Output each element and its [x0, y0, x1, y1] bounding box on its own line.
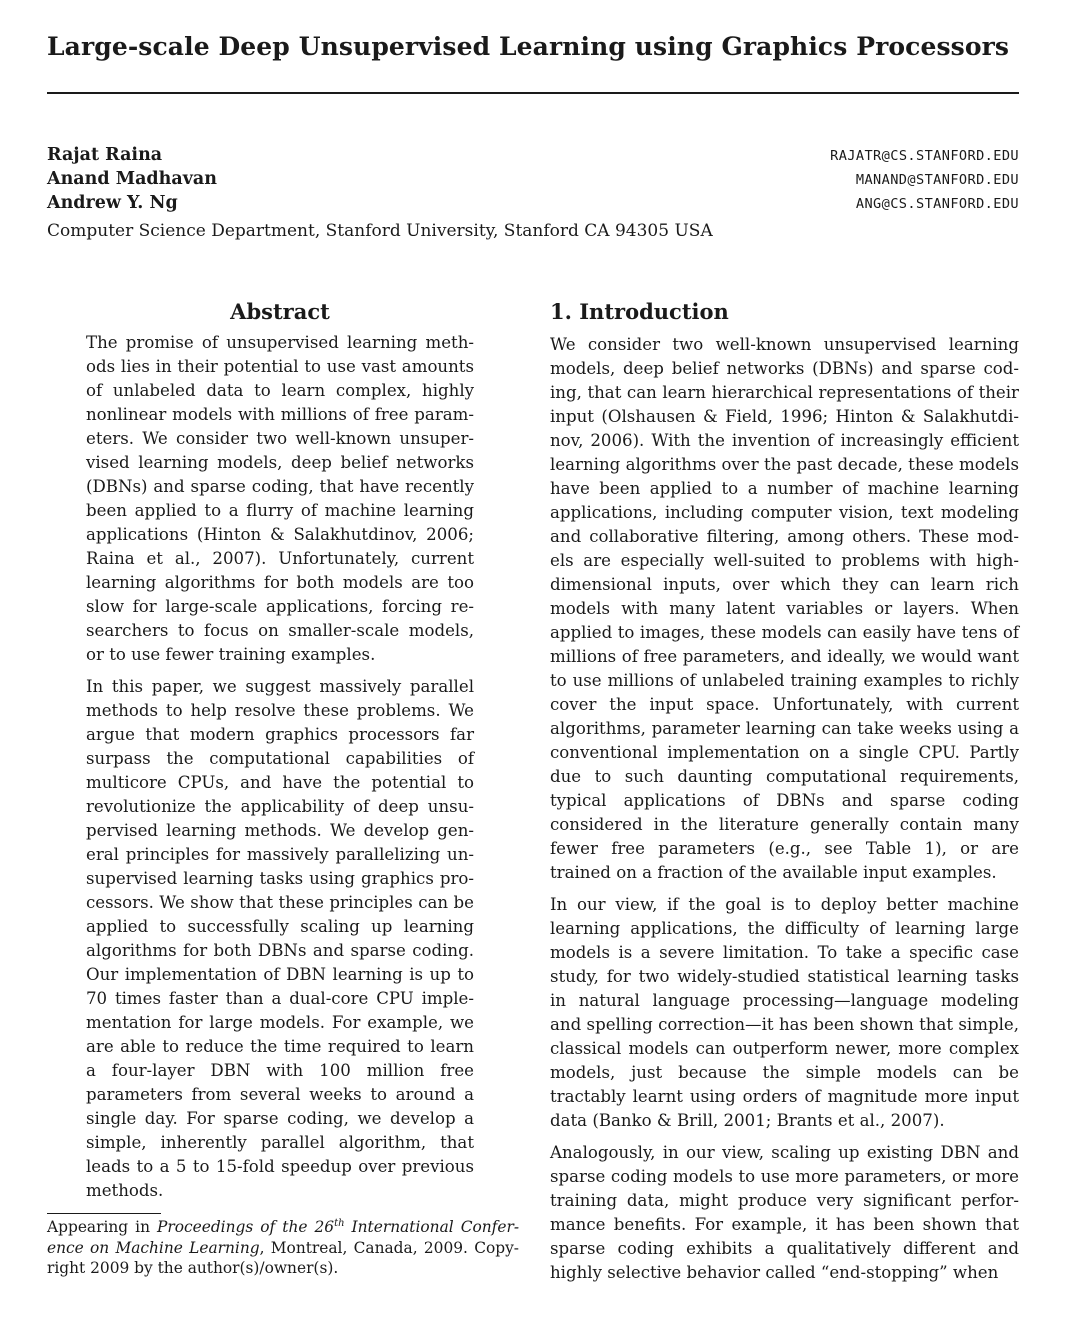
affiliation: Computer Science Department, Stanford University, Stanford CA 94305 USA [47, 221, 713, 241]
footnote-superscript: th [334, 1217, 345, 1229]
author-block [47, 143, 1019, 244]
footnote-prefix: Appearing in [47, 1218, 158, 1236]
author-email: ANG@CS.STANFORD.EDU [855, 196, 1019, 212]
introduction-paragraph: In our view, if the goal is to deploy better machine learning applications, the difficulty of learning large models is a severe limitation. To take a specific case study, for two widely-studied statistical learning tasks in natural language processing—language modeling and spelling correction—it has been shown that simple, classical models can outperform newer, more complex models, just because the simple models can be tractably learnt using orders of magnitude more input data (Banko & Brill, 2001; Brants et al., 2007). [550, 895, 1019, 1130]
footnote-venue-part: International Conference on Machine Learning [47, 1218, 520, 1257]
footnote-divider [47, 1213, 161, 1214]
footnote [47, 1217, 519, 1279]
abstract-paragraph: The promise of unsupervised learning methods lies in their potential to use vast amounts of unlabeled data to learn complex, highly nonlinear models with millions of free parameters. We consider two well-known unsupervised learning models, deep belief networks (DBNs) and sparse coding, that have recently been applied to a flurry of machine learning applications (Hinton & Salakhutdinov, 2006; Raina et al., 2007). Unfortunately, current learning algorithms for both models are too slow for large-scale applications, forcing researchers to focus on smaller-scale models, or to use fewer training examples. [86, 333, 474, 664]
paper-title: Large-scale Deep Unsupervised Learning using Graphics Processors [47, 32, 1010, 61]
author-name: Rajat Raina [47, 145, 163, 165]
author-email: RAJATR@CS.STANFORD.EDU [830, 148, 1019, 164]
introduction-paragraph: Analogously, in our view, scaling up existing DBN and sparse coding models to use more parameters, or more training data, might produce very significant performance benefits. For example, it has been shown that sparse coding exhibits a qualitatively different and highly selective behavior called “end-stopping” when [550, 1143, 1019, 1282]
author-row [47, 191, 1019, 215]
author-email: MANAND@STANFORD.EDU [855, 172, 1019, 188]
introduction-heading: 1. Introduction [550, 299, 729, 324]
author-row [47, 167, 1019, 191]
author-name: Anand Madhavan [47, 169, 217, 189]
introduction-paragraph: We consider two well-known unsupervised learning models, deep belief networks (DBNs) and sparse coding, that can learn hierarchical representations of their input (Olshausen & Field, 1996; Hinton & Salakhutdinov, 2006). With the invention of increasingly efficient learning algorithms over the past decade, these models have been applied to a number of machine learning applications, including computer vision, text modeling and collaborative filtering, among others. These models are especially well-suited to problems with high-dimensional inputs, over which they can learn rich models with many latent variables or layers. When applied to images, these models can easily have tens of millions of free parameters, and ideally, we would want to use millions of unlabeled training examples to richly cover the input space. Unfortunately, with current algorithms, parameter learning can take weeks using a conventional implementation on a single CPU. Partly due to such daunting computational requirements, typical applications of DBNs and sparse coding considered in the literature generally contain many fewer free parameters (e.g., see Table 1), or are trained on a fraction of the available input examples. [550, 335, 1019, 882]
footnote-suffix: , Montreal, Canada, 2009. Copyright 2009 by the author(s)/owner(s). [47, 1238, 519, 1277]
title-divider [47, 92, 1019, 94]
introduction-column [550, 296, 1019, 1293]
abstract-heading: Abstract [230, 299, 330, 324]
author-name: Andrew Y. Ng [47, 193, 178, 213]
abstract-column [86, 296, 474, 1211]
abstract-paragraph: In this paper, we suggest massively parallel methods to help resolve these problems. We argue that modern graphics processors far surpass the computational capabilities of multicore CPUs, and have the potential to revolutionize the applicability of deep unsupervised learning methods. We develop general principles for massively parallelizing unsupervised learning tasks using graphics processors. We show that these principles can be applied to successfully scaling up learning algorithms for both DBNs and sparse coding. Our implementation of DBN learning is up to 70 times faster than a dual-core CPU implementation for large models. For example, we are able to reduce the time required to learn a four-layer DBN with 100 million free parameters from several weeks to around a single day. For sparse coding, we develop a simple, inherently parallel algorithm, that leads to a 5 to 15-fold speedup over previous methods. [86, 677, 474, 1200]
author-row [47, 143, 1019, 167]
footnote-venue-part: Proceedings of the 26 [157, 1218, 335, 1236]
